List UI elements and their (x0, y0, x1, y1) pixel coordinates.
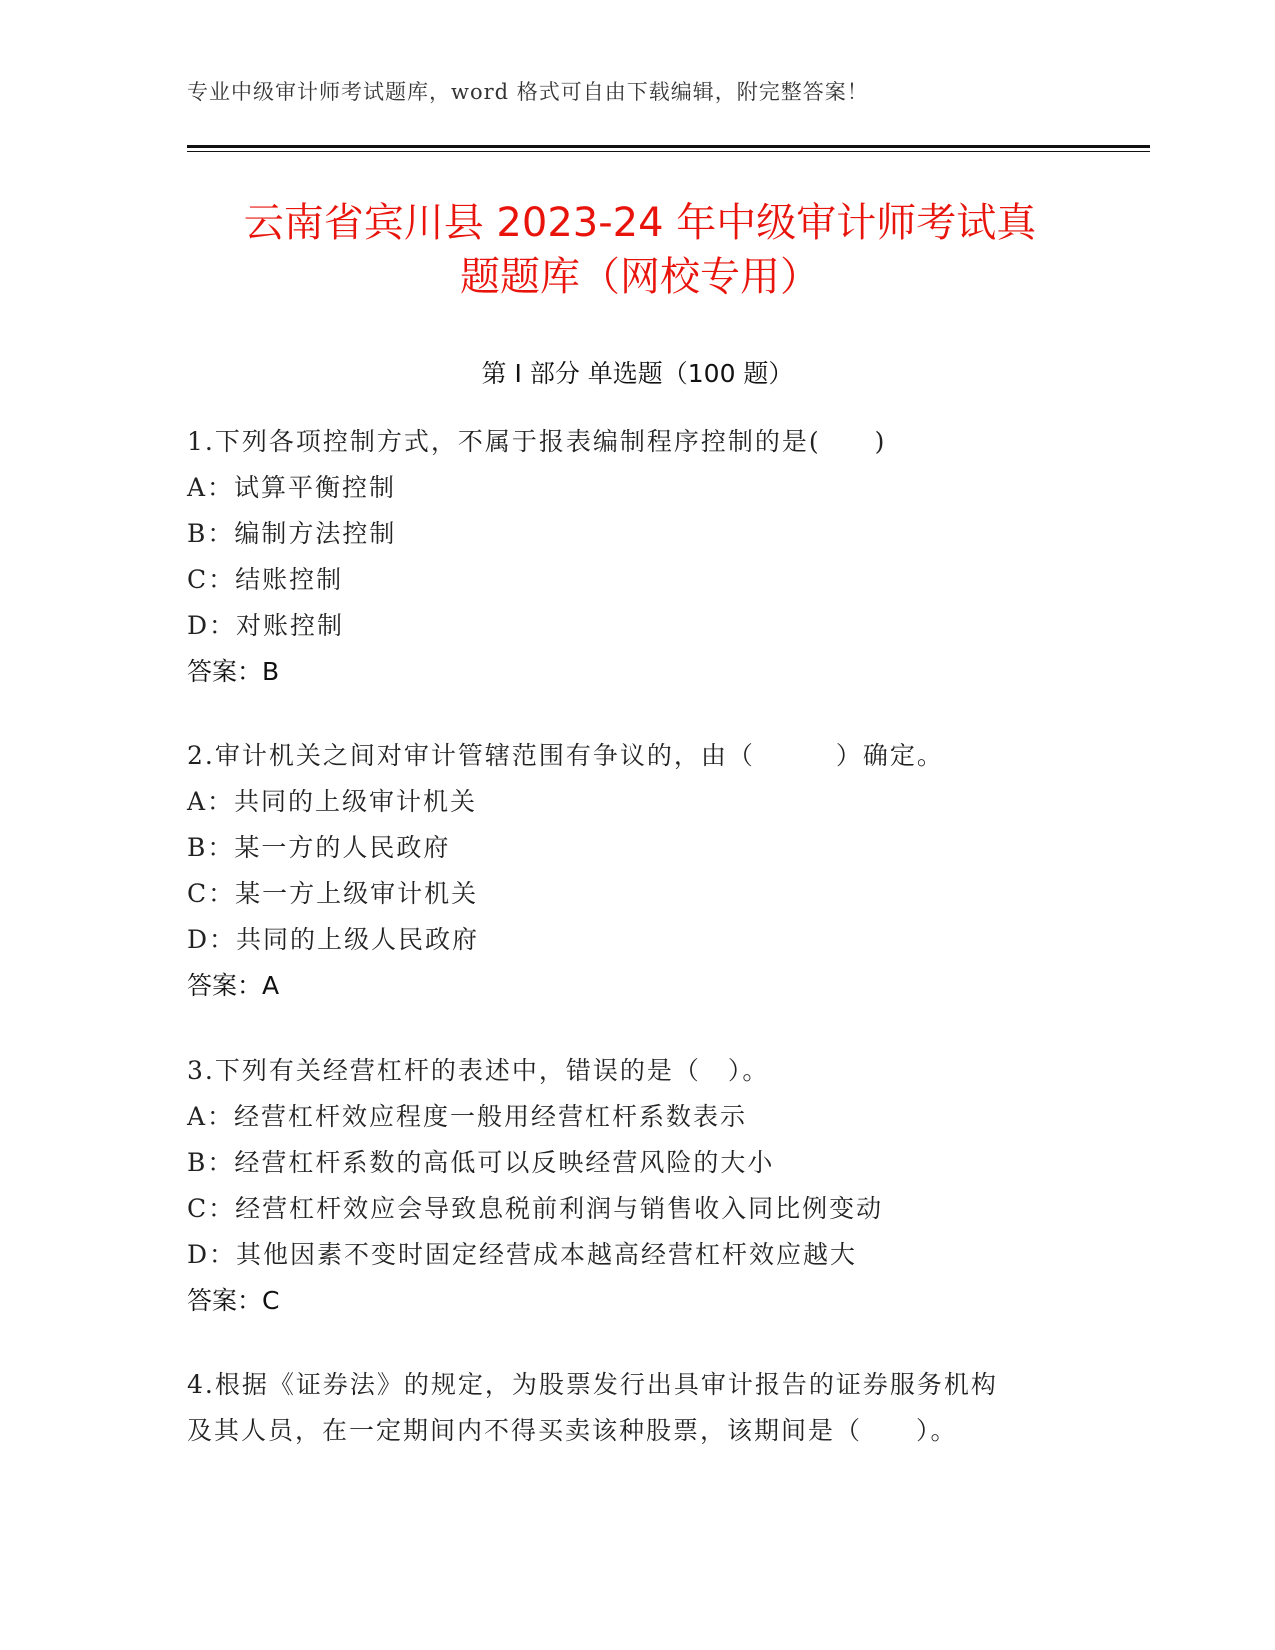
header-note: 专业中级审计师考试题库，word 格式可自由下载编辑，附完整答案！ (187, 80, 869, 104)
option-d: D：其他因素不变时固定经营成本越高经营杠杆效应越大 (187, 1240, 858, 1269)
header-rule-thick (187, 145, 1150, 148)
option-b: B：某一方的人民政府 (187, 833, 451, 862)
option-c: C：结账控制 (187, 565, 344, 594)
option-a: A：试算平衡控制 (187, 473, 397, 502)
option-d: D：共同的上级人民政府 (187, 925, 480, 954)
answer: 答案：C (187, 1286, 280, 1315)
answer: 答案：B (187, 657, 280, 686)
question-stem: 2.审计机关之间对审计管辖范围有争议的，由（ ）确定。 (187, 741, 944, 770)
document-title-line-1: 云南省宾川县 2023-24 年中级审计师考试真 (243, 200, 1037, 246)
document-title-line-2: 题题库（网校专用） (460, 254, 820, 300)
option-a: A：经营杠杆效应程度一般用经营杠杆系数表示 (187, 1102, 748, 1131)
question-stem-line-2: 及其人员，在一定期间内不得买卖该种股票，该期间是（ ）。 (187, 1416, 958, 1445)
option-d: D：对账控制 (187, 611, 345, 640)
option-a: A：共同的上级审计机关 (187, 787, 478, 816)
question-stem: 1.下列各项控制方式，不属于报表编制程序控制的是( ) (187, 427, 887, 456)
option-b: B：经营杠杆系数的高低可以反映经营风险的大小 (187, 1148, 775, 1177)
option-c: C：经营杠杆效应会导致息税前利润与销售收入同比例变动 (187, 1194, 884, 1223)
question-3 (187, 1048, 1067, 1324)
question-2 (187, 733, 1067, 1009)
document-title (170, 196, 1110, 304)
question-1 (187, 419, 1067, 695)
answer: 答案：A (187, 971, 280, 1000)
header-rule-thin (187, 151, 1150, 152)
option-b: B：编制方法控制 (187, 519, 397, 548)
option-c: C：某一方上级审计机关 (187, 879, 479, 908)
section-title: 第 I 部分 单选题（100 题） (481, 359, 794, 388)
question-stem: 3.下列有关经营杠杆的表述中，错误的是（ ）。 (187, 1056, 770, 1085)
question-stem-line-1: 4.根据《证券法》的规定，为股票发行出具审计报告的证券服务机构 (187, 1370, 998, 1399)
question-4 (187, 1362, 1067, 1454)
